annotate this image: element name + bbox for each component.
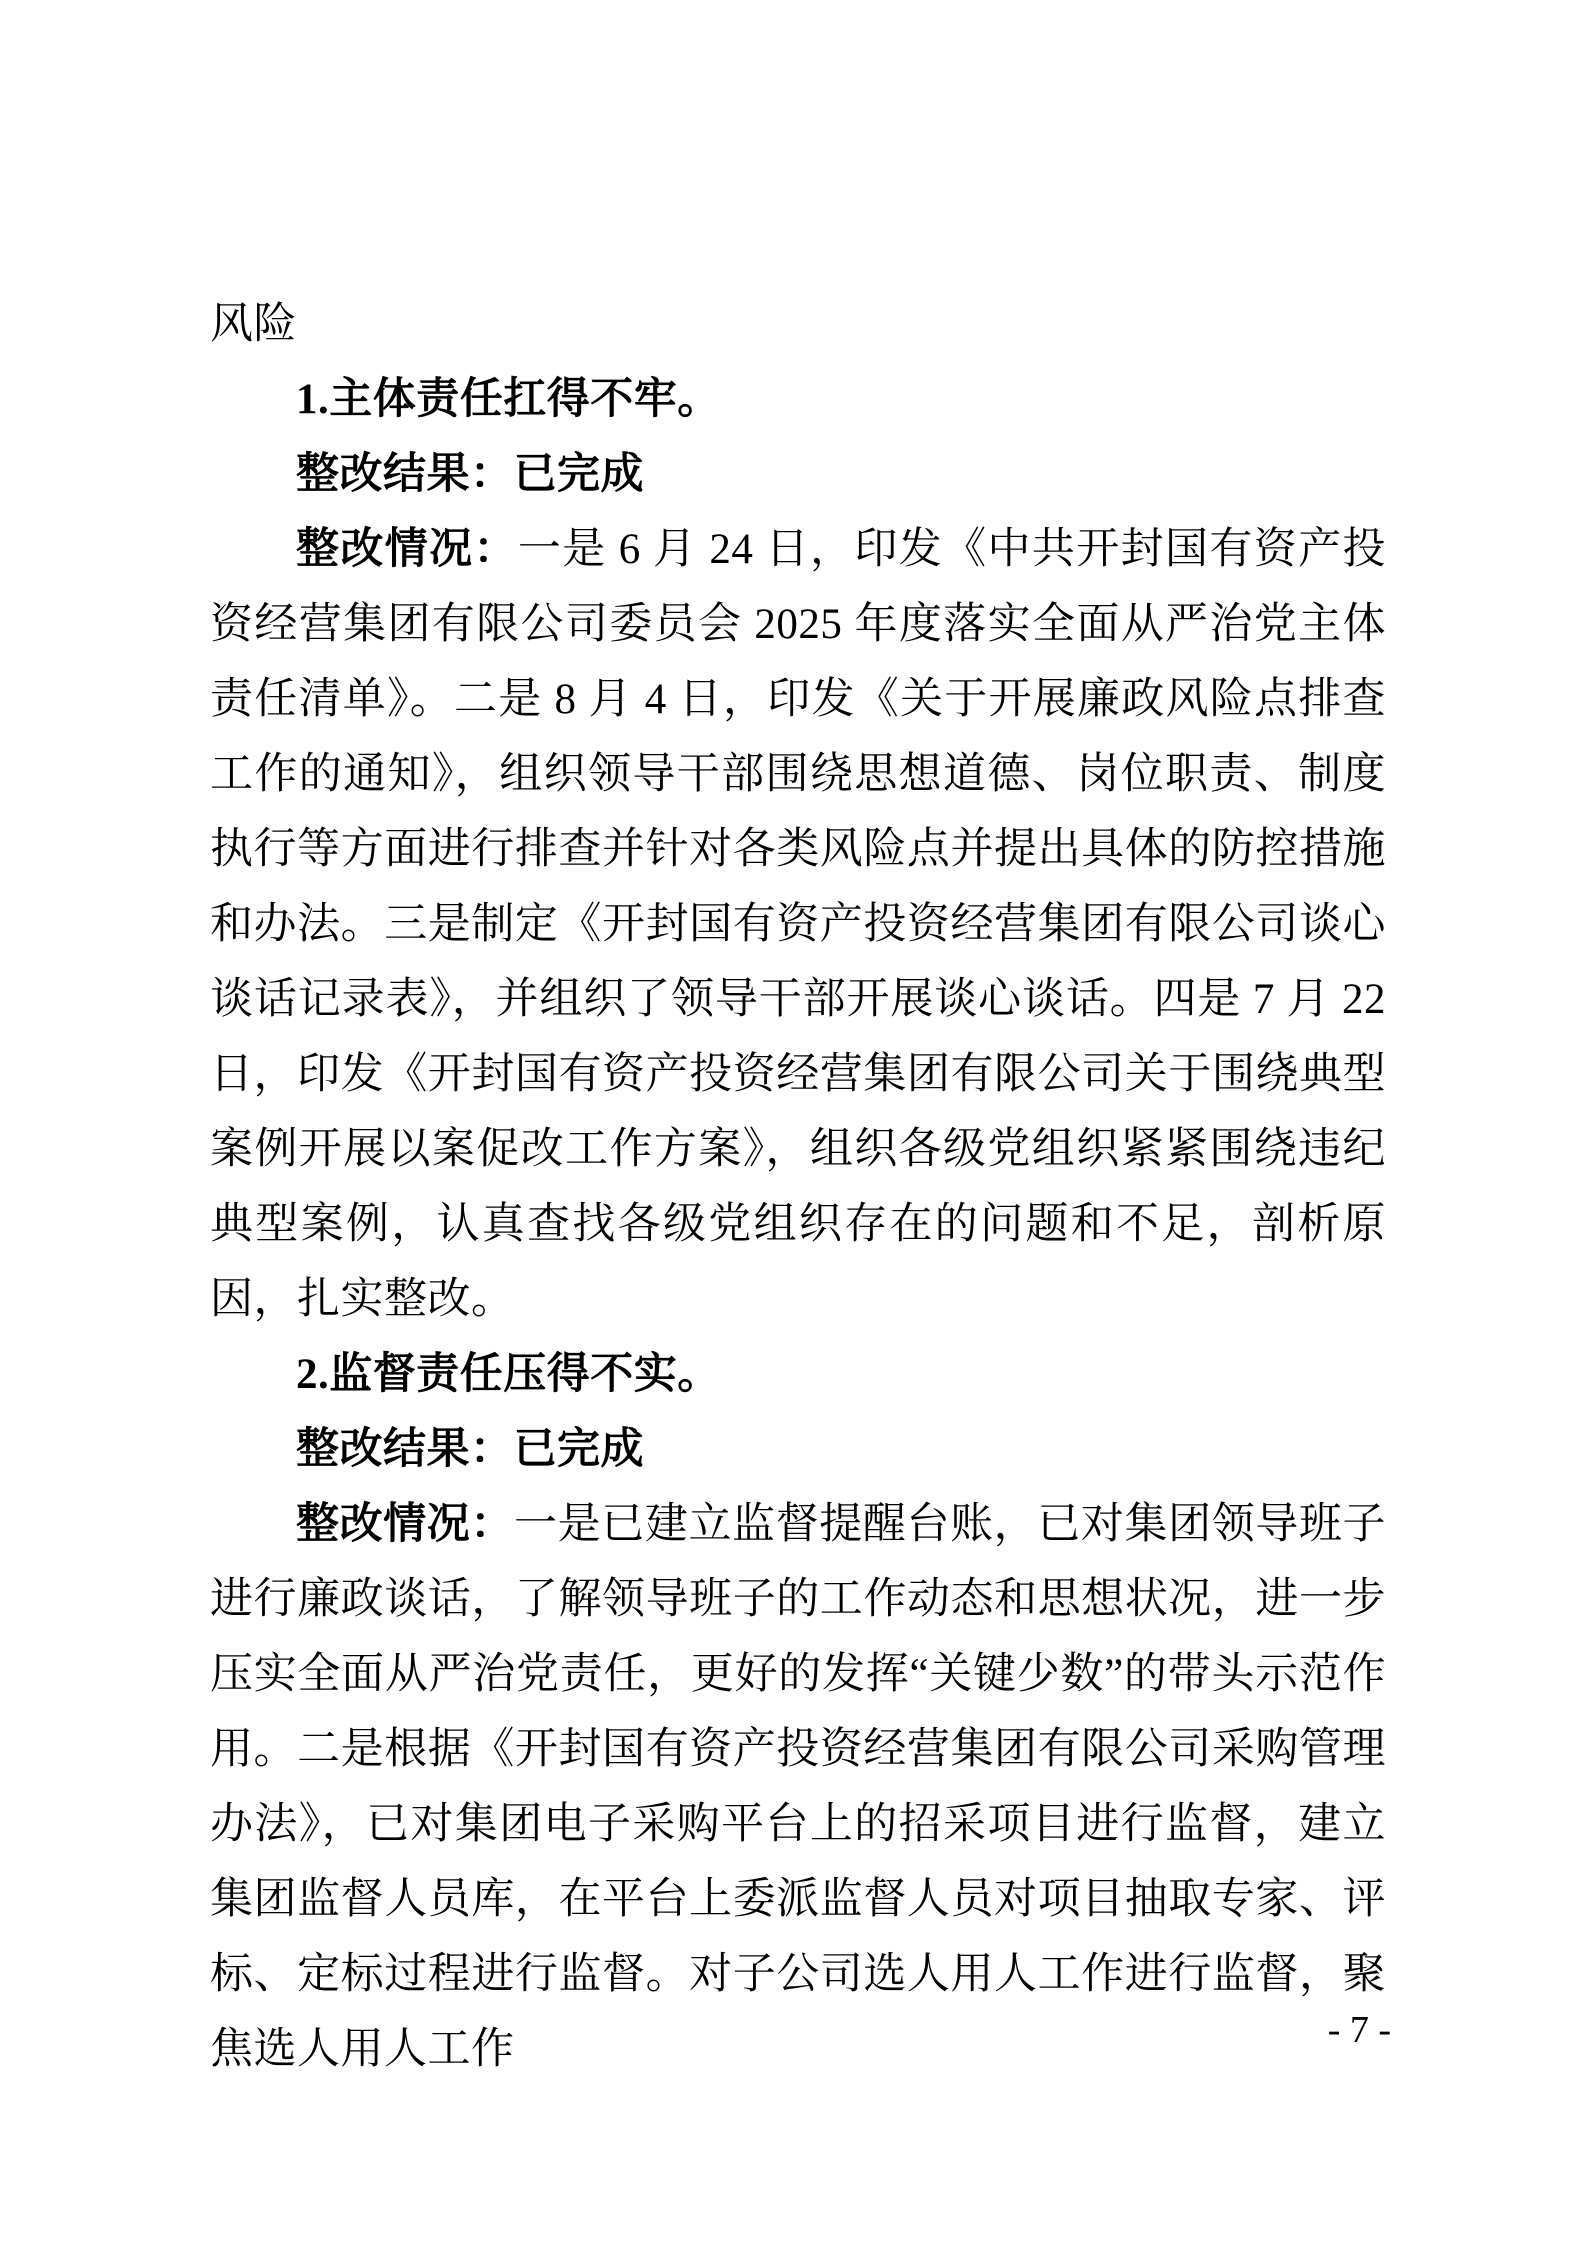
heading-issue-2: 2.监督责任压得不实。 — [296, 1351, 721, 1398]
rectification-detail-2 — [210, 1487, 1386, 2087]
rectification-result-2: 整改结果：已完成 — [296, 1426, 644, 1473]
document-body — [210, 287, 1386, 2087]
rectification-result-1: 整改结果：已完成 — [296, 451, 644, 498]
rectification-detail-1-label: 整改情况： — [296, 526, 518, 573]
heading-issue-1: 1.主体责任扛得不牢。 — [296, 376, 721, 423]
rectification-detail-1 — [210, 512, 1386, 1337]
rectification-detail-1-text: 一是 6 月 24 日，印发《中共开封国有资产投资经营集团有限公司委员会 2025 年度落实全面从严治党主体责任清单》。二是 8 月 4 日，印发《关于开展廉政风险点排查工作的通知》，组织领导干部围绕思想道德、岗位职责、制度执行等方面进行排查并针对各类风险点并提出具体的防控措施和办法。三是制定《开封国有资产投资经营集团有限公司谈心谈话记录表》，并组织了领导干部开展谈心谈话。四是 7 月 22 日，印发《开封国有资产投资经营集团有限公司关于围绕典型案例开展以案促改工作方案》，组织各级党组织紧紧围绕违纪典型案例，认真查找各级党组织存在的问题和不足，剖析原因，扎实整改。 — [210, 526, 1387, 1323]
rectification-detail-2-label: 整改情况： — [296, 1501, 515, 1548]
paragraph-risk-tail: 风险 — [210, 301, 297, 348]
rectification-detail-2-text: 一是已建立监督提醒台账，已对集团领导班子进行廉政谈话，了解领导班子的工作动态和思想状况，进一步压实全面从严治党责任，更好的发挥“关键少数”的带头示范作用。二是根据《开封国有资产投资经营集团有限公司采购管理办法》，已对集团电子采购平台上的招采项目进行监督，建立集团监督人员库，在平台上委派监督人员对项目抽取专家、评标、定标过程进行监督。对子公司选人用人工作进行监督，聚焦选人用人工作 — [210, 1501, 1387, 2073]
page-number: - 7 - — [1327, 2009, 1391, 2051]
